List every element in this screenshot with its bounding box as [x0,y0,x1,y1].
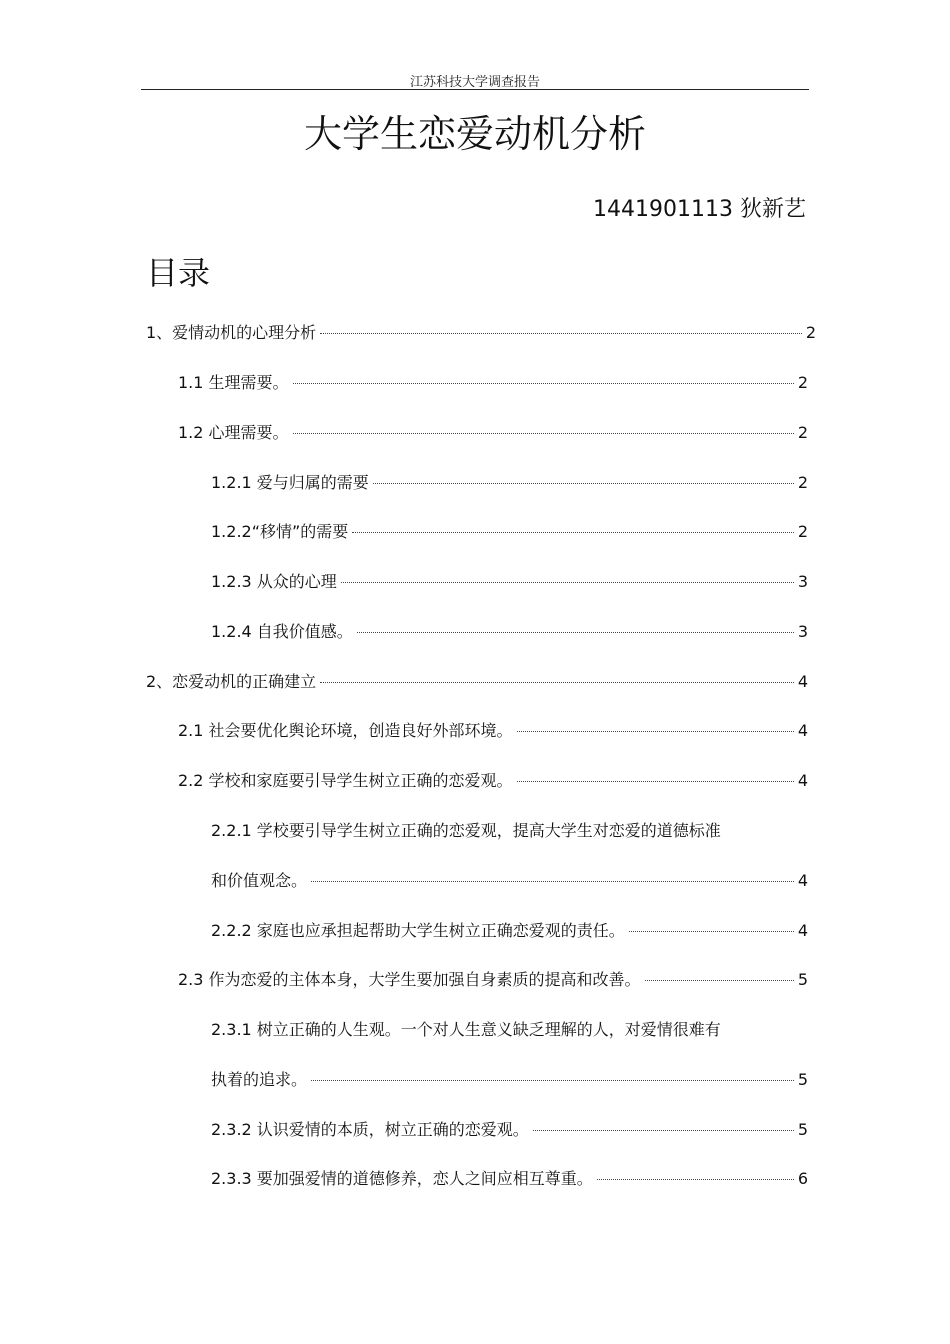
toc-entry-text: 2、恋爱动机的正确建立 [146,672,317,691]
toc-leader-dots [533,1130,794,1131]
toc-entry-text: 1、爱情动机的心理分析 [146,323,317,342]
toc-entry-page: 2 [797,373,808,392]
toc-entry[interactable] [211,521,808,543]
toc-entry[interactable] [178,720,808,742]
toc-entry-text: 2.3.3 要加强爱情的道德修养，恋人之间应相互尊重。 [211,1169,593,1188]
document-title: 大学生恋爱动机分析 [303,112,646,156]
toc-entry-text: 2.2 学校和家庭要引导学生树立正确的恋爱观。 [178,771,513,790]
toc-entry[interactable] [146,671,808,693]
toc-leader-dots [357,632,794,633]
header-rule [141,89,809,90]
toc-entry-page: 4 [797,921,808,940]
toc-entry-text: 1.2.4 自我价值感。 [211,622,353,641]
toc-entry-page: 6 [797,1169,808,1188]
page-header: 江苏科技大学调查报告 [409,75,540,90]
toc-leader-dots [293,433,794,434]
toc-entry[interactable] [178,969,808,991]
toc-entry-text: 2.3.2 认识爱情的本质，树立正确的恋爱观。 [211,1120,529,1139]
toc-leader-dots [373,483,794,484]
toc-entry-page: 2 [797,423,808,442]
toc-entry-page: 3 [797,572,808,591]
toc-entry-wrapped-line[interactable]: 2.3.1 树立正确的人生观。一个对人生意义缺乏理解的人，对爱情很难有 [211,1020,721,1039]
toc-entry-page: 4 [797,721,808,740]
toc-entry-wrapped-line[interactable]: 2.2.1 学校要引导学生树立正确的恋爱观，提高大学生对恋爱的道德标准 [211,821,721,840]
toc-entry-page: 4 [797,672,808,691]
toc-entry-page: 2 [805,323,816,342]
toc-entry[interactable] [178,422,808,444]
toc-leader-dots [629,931,794,932]
toc-entry-page: 3 [797,622,808,641]
toc-entry[interactable] [211,1119,808,1141]
toc-entry-text: 1.2 心理需要。 [178,423,289,442]
toc-leader-dots [320,333,802,334]
toc-entry-page: 5 [797,970,808,989]
toc-entry[interactable] [178,770,808,792]
toc-entry-text: 1.2.3 从众的心理 [211,572,337,591]
toc-heading: 目录 [146,254,211,292]
toc-entry-text: 执着的追求。 [211,1070,308,1089]
toc-entry-page: 5 [797,1070,808,1089]
toc-entry-page: 2 [797,473,808,492]
toc-entry-text: 1.2.1 爱与归属的需要 [211,473,369,492]
toc-entry[interactable] [211,472,808,494]
toc-entry-text: 1.1 生理需要。 [178,373,289,392]
toc-entry[interactable] [211,621,808,643]
toc-entry[interactable] [178,372,808,394]
toc-leader-dots [341,582,794,583]
toc-entry-page: 2 [797,522,808,541]
toc-entry[interactable] [146,322,816,344]
toc-entry-page: 4 [797,871,808,890]
author-line: 1441901113 狄新艺 [593,197,806,222]
toc-leader-dots [293,383,794,384]
toc-leader-dots [517,731,794,732]
toc-leader-dots [517,781,794,782]
toc-entry[interactable] [211,1168,808,1190]
toc-entry-text: 1.2.2“移情”的需要 [211,522,349,541]
toc-entry[interactable] [211,571,808,593]
toc-entry[interactable] [211,870,808,892]
toc-leader-dots [645,980,794,981]
toc-entry-page: 5 [797,1120,808,1139]
toc-leader-dots [311,881,794,882]
toc-leader-dots [320,682,794,683]
toc-leader-dots [311,1080,794,1081]
toc-entry-page: 4 [797,771,808,790]
toc-leader-dots [597,1179,794,1180]
toc-leader-dots [352,532,794,533]
toc-entry-text: 和价值观念。 [211,871,308,890]
toc-entry-text: 2.1 社会要优化舆论环境，创造良好外部环境。 [178,721,513,740]
toc-entry[interactable] [211,1069,808,1091]
toc-entry-text: 2.2.2 家庭也应承担起帮助大学生树立正确恋爱观的责任。 [211,921,625,940]
toc-entry[interactable] [211,920,808,942]
toc-entry-text: 2.3 作为恋爱的主体本身，大学生要加强自身素质的提高和改善。 [178,970,641,989]
